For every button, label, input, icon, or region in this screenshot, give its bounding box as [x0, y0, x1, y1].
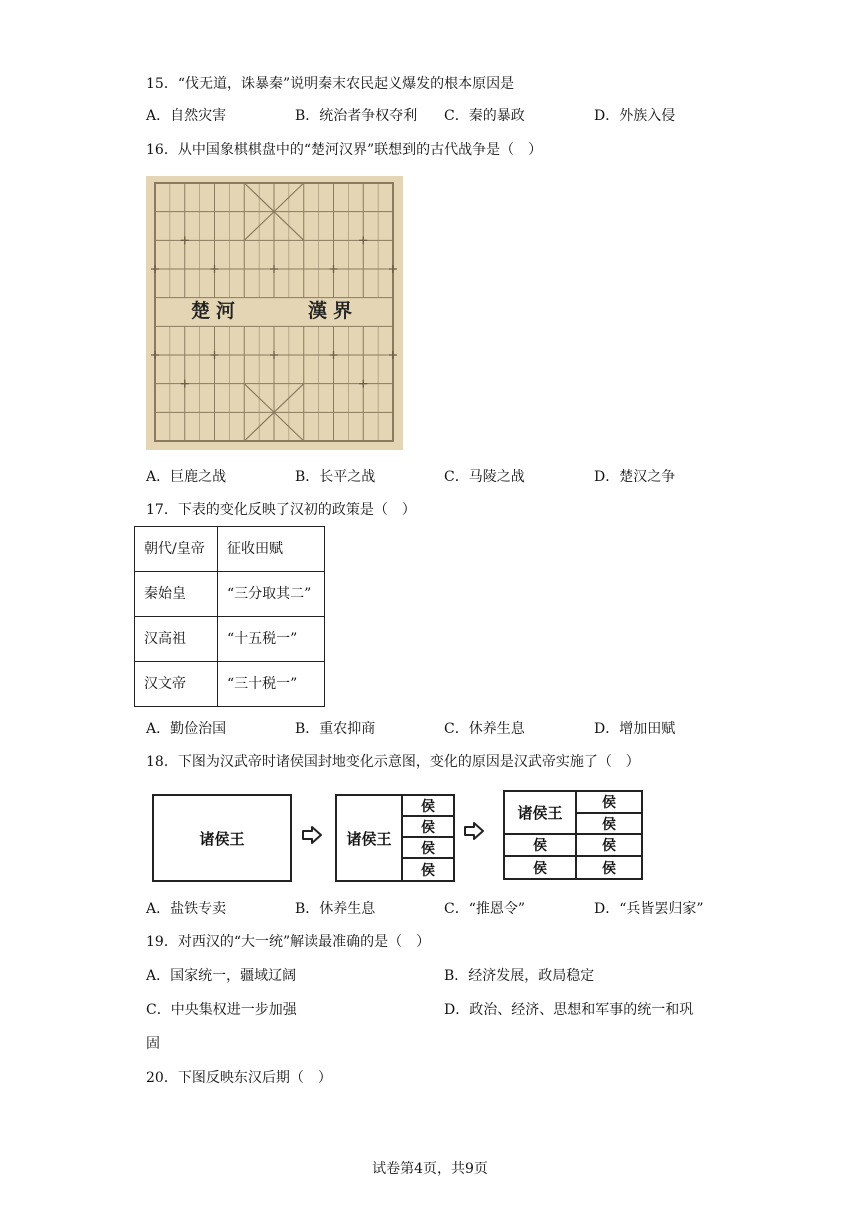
q16-option-d: D．楚汉之争 [594, 469, 676, 485]
q19-option-d: D．政治、经济、思想和军事的统一和巩 [444, 1002, 694, 1018]
q17-option-c: C．休养生息 [444, 721, 525, 737]
table-cell: 秦始皇 [135, 572, 218, 617]
table-row [135, 662, 325, 707]
board-text-chu-he: 楚河 [190, 300, 242, 322]
table-cell: “三十税一” [218, 662, 325, 707]
q20-stem: 20．下图反映东汉后期（ ） [146, 1070, 332, 1086]
table-row [135, 572, 325, 617]
q15-stem: 15．“伐无道，诛暴秦”说明秦末农民起义爆发的根本原因是 [146, 76, 515, 92]
table-cell: 汉高祖 [135, 617, 218, 662]
page-footer: 试卷第4页，共9页 [372, 1161, 488, 1177]
q16-stem: 16．从中国象棋棋盘中的“楚河汉界”联想到的古代战争是（ ） [146, 142, 543, 158]
fief-diagram-stage-3 [503, 790, 643, 880]
q17-stem: 17．下表的变化反映了汉初的政策是（ ） [146, 502, 416, 518]
marquis-cell: 侯 [421, 862, 435, 879]
q18-option-d: D．“兵皆罢归家” [594, 901, 704, 917]
marquis-cell: 侯 [577, 792, 641, 814]
king-label: 诸侯王 [346, 829, 392, 848]
table-header-tax: 征收田赋 [218, 527, 325, 572]
table-header-row [135, 527, 325, 572]
table-cell: “十五税一” [218, 617, 325, 662]
q18-option-b: B．休养生息 [295, 901, 376, 917]
q19-option-b: B．经济发展，政局稳定 [444, 968, 595, 984]
q17-option-d: D．增加田赋 [594, 721, 676, 737]
q16-option-a: A．巨鹿之战 [146, 469, 227, 485]
table-header-dynasty: 朝代/皇帝 [135, 527, 218, 572]
board-text-han-jie: 漢界 [307, 300, 359, 322]
q16-option-b: B．长平之战 [295, 469, 376, 485]
q18-option-c: C．“推恩令” [444, 901, 526, 917]
marquis-cell: 侯 [577, 835, 641, 857]
arrow-right-icon [463, 822, 485, 840]
q19-stem: 19．对西汉的“大一统”解读最准确的是（ ） [146, 934, 431, 950]
fief-diagram-stage-2 [335, 794, 455, 882]
marquis-cell: 侯 [602, 860, 616, 877]
table-row [135, 617, 325, 662]
marquis-cell: 侯 [403, 838, 453, 859]
q16-option-c: C．马陵之战 [444, 469, 525, 485]
table-cell: “三分取其二” [218, 572, 325, 617]
q15-option-a: A．自然灾害 [146, 108, 227, 124]
q15-option-c: C．秦的暴政 [444, 108, 525, 124]
fief-diagram-stage-1 [152, 794, 292, 882]
q19-option-c: C．中央集权进一步加强 [146, 1002, 297, 1018]
marquis-cell: 侯 [533, 860, 547, 877]
q19-option-a: A．国家统一，疆域辽阔 [146, 968, 297, 984]
marquis-cell: 侯 [403, 796, 453, 817]
q18-option-a: A．盐铁专卖 [146, 901, 227, 917]
q17-option-a: A．勤俭治国 [146, 721, 227, 737]
king-label: 诸侯王 [199, 829, 245, 848]
marquis-cell: 侯 [403, 817, 453, 838]
q15-option-b: B．统治者争权夺利 [295, 108, 418, 124]
q19-option-d-wrap: 固 [146, 1036, 160, 1052]
q17-option-b: B．重农抑商 [295, 721, 376, 737]
q18-stem: 18．下图为汉武帝时诸侯国封地变化示意图，变化的原因是汉武帝实施了（ ） [146, 754, 640, 770]
chessboard-image [146, 176, 403, 450]
table-cell: 汉文帝 [135, 662, 218, 707]
marquis-cell: 侯 [505, 835, 575, 857]
tax-table [134, 526, 325, 707]
q15-option-d: D．外族入侵 [594, 108, 676, 124]
marquis-cell: 侯 [577, 814, 641, 835]
king-label: 诸侯王 [505, 792, 575, 835]
arrow-right-icon [301, 826, 323, 844]
